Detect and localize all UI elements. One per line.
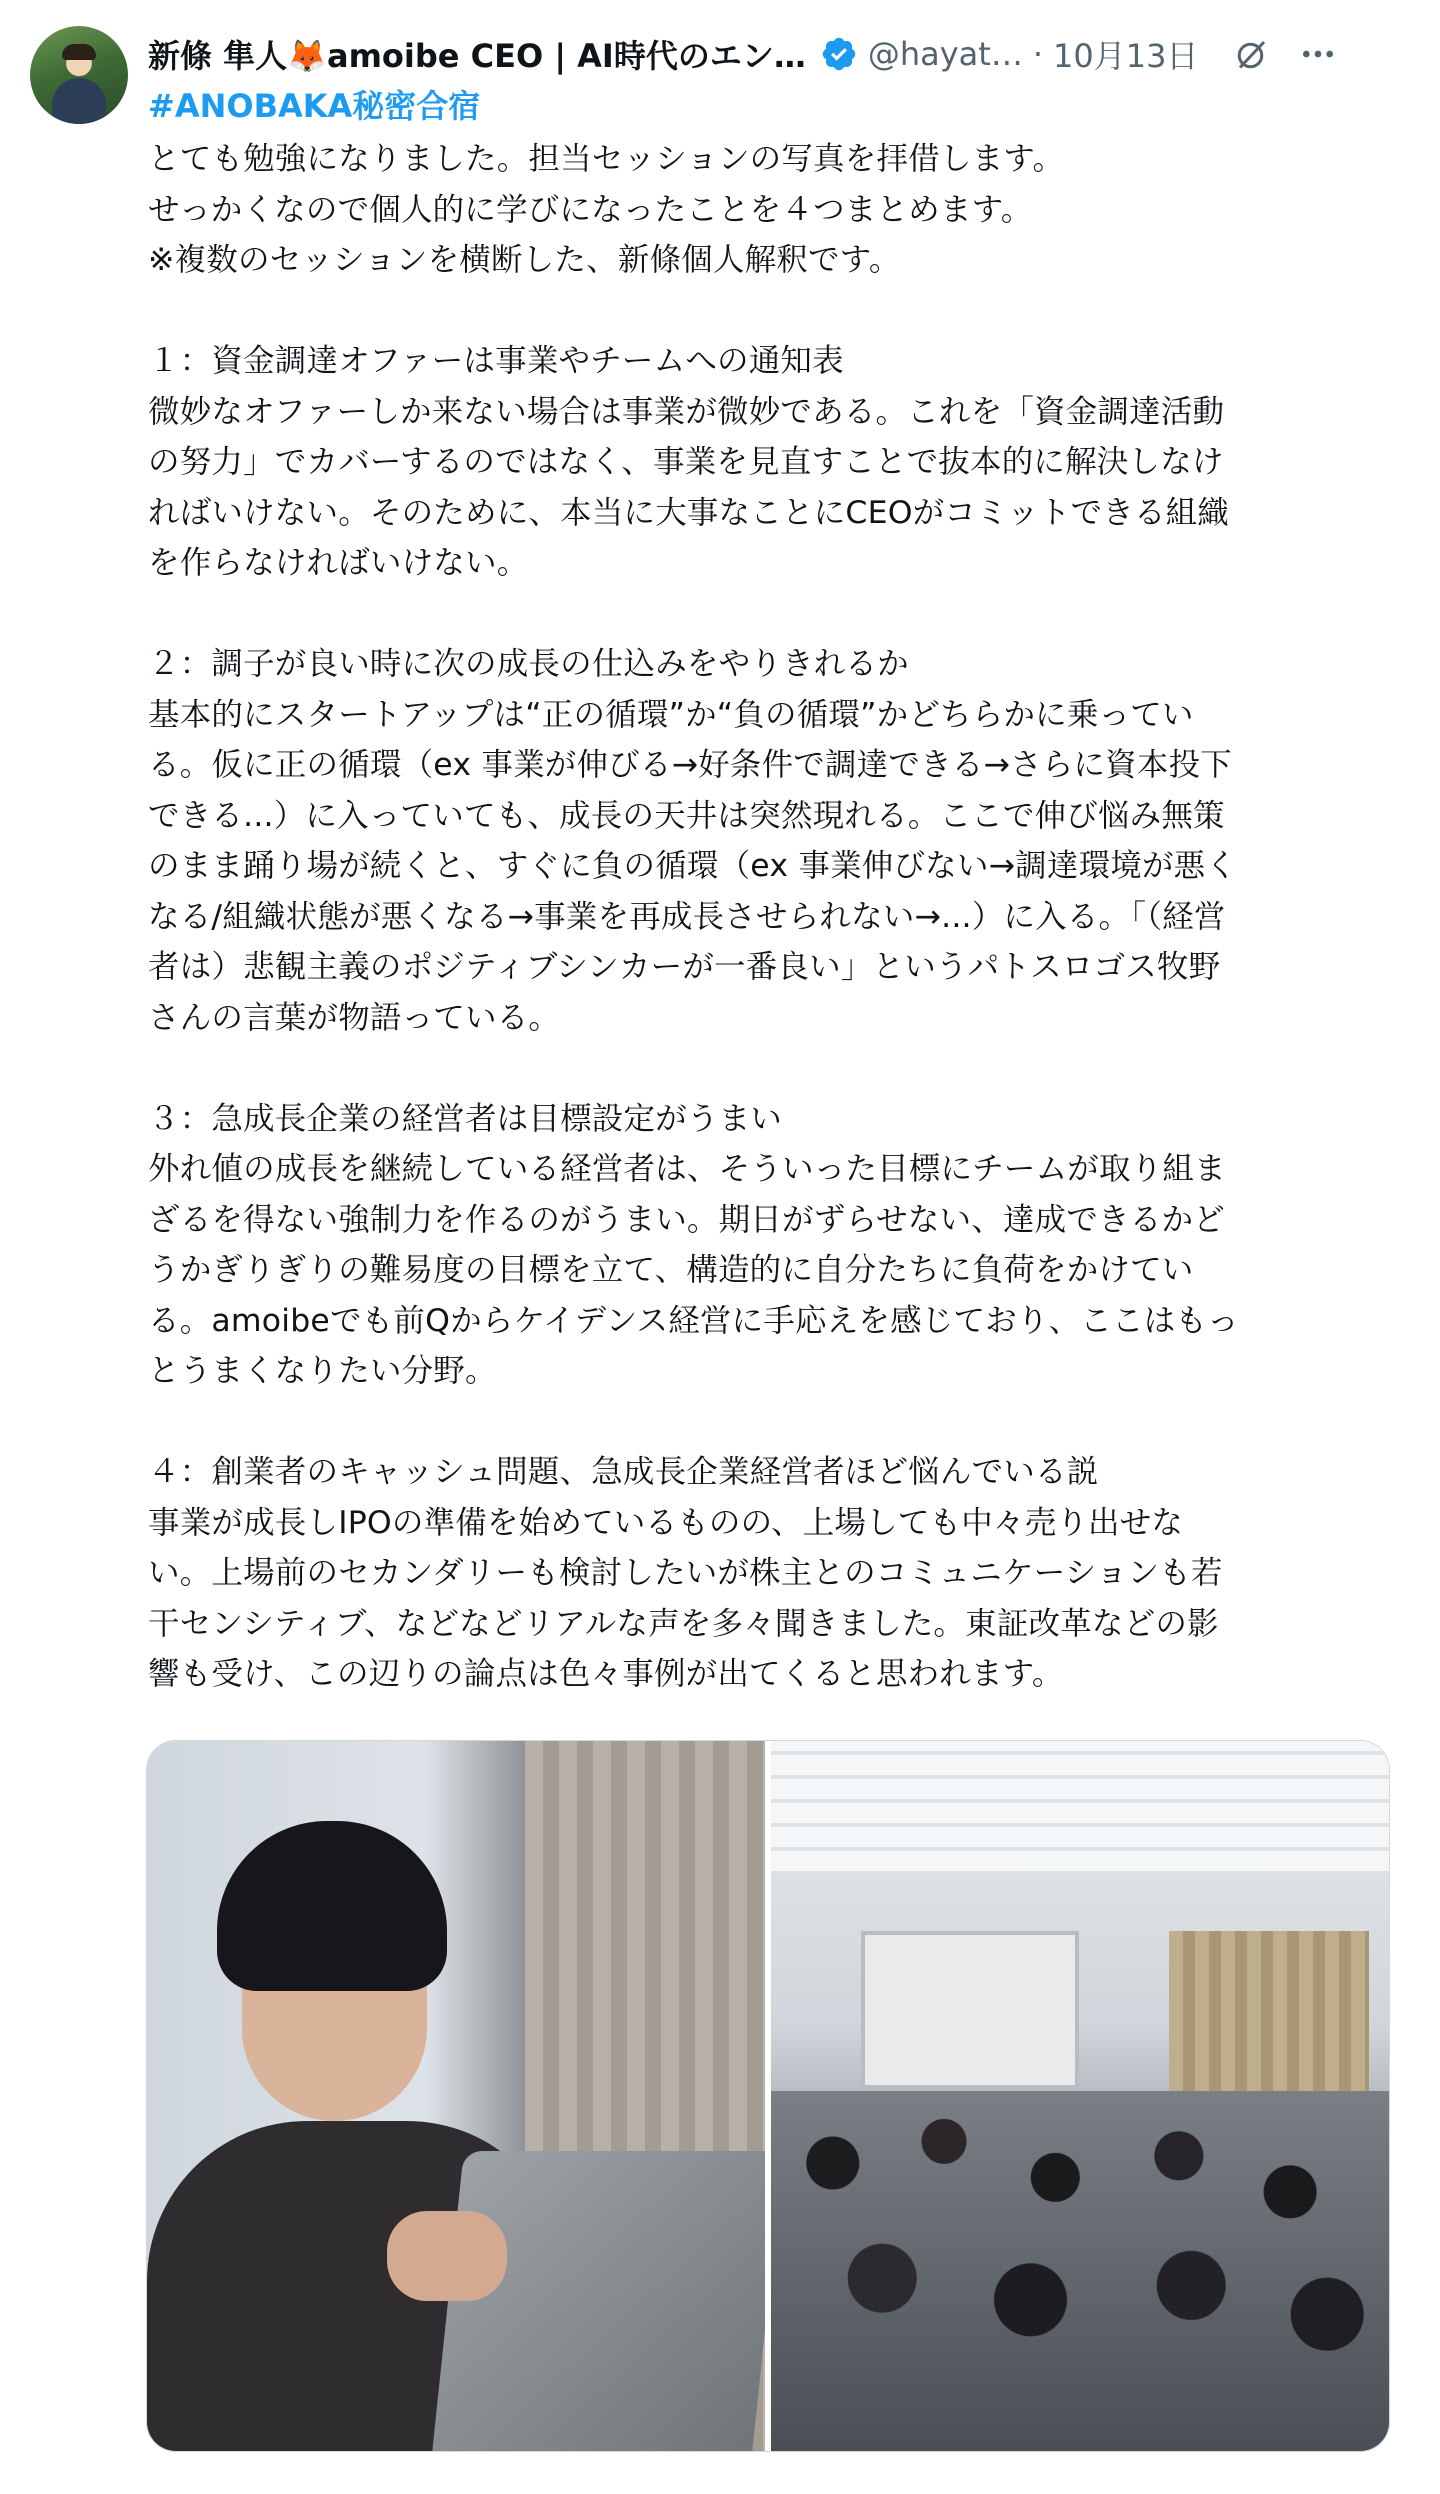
section-heading: １：資金調達オファーは事業やチームへの通知表 <box>148 343 844 379</box>
section-line: できる...）に入っていても、成長の天井は突然現れる。ここで伸び悩み無策 <box>148 797 1225 834</box>
more-options-icon[interactable] <box>1298 34 1338 74</box>
photo-projector-screen <box>861 1931 1079 2089</box>
section-line: とうまくなりたい分野。 <box>148 1353 497 1389</box>
section-heading: ３：急成長企業の経営者は目標設定がうまい <box>148 1100 783 1137</box>
section-heading: ２：調子が良い時に次の成長の仕込みをやりきれるか <box>148 646 909 682</box>
section-line: い。上場前のセカンダリーも検討したいが株主とのコミュニケーションも若 <box>148 1555 1223 1591</box>
header-separator: · <box>1032 35 1043 73</box>
photo-speaker-hair <box>217 1821 447 1991</box>
section-line: る。amoibeでも前Qからケイデンス経営に手応えを感じており、ここはもっ <box>148 1302 1239 1339</box>
photo-laptop <box>430 2151 765 2451</box>
tweet-header <box>148 26 1418 82</box>
hashtag-link[interactable]: #ANOBAKA秘密合宿 <box>148 87 481 125</box>
tweet-text <box>148 134 1388 1700</box>
section-line: 者は）悲観主義のポジティブシンカーが一番良い」というパトスロゴス牧野 <box>148 949 1221 985</box>
section-line: 基本的にスタートアップは“正の循環”か“負の循環”かどちらかに乗ってい <box>148 696 1194 733</box>
section-line: 事業が成長しIPOの準備を始めているものの、上場しても中々売り出せな <box>148 1504 1184 1541</box>
paragraph-gap <box>148 589 1388 640</box>
session-room-photo[interactable] <box>771 1741 1389 2451</box>
photo-audience <box>771 2091 1389 2451</box>
speaker-photo[interactable] <box>147 1741 765 2451</box>
author-handle[interactable]: @hayat… <box>867 35 1023 73</box>
paragraph-gap <box>148 1397 1388 1448</box>
intro-line: とても勉強になりました。担当セッションの写真を拝借します。 <box>148 141 1065 177</box>
section-line: 外れ値の成長を継続している経営者は、そういった目標にチームが取り組ま <box>148 1151 1226 1187</box>
intro-line: ※複数のセッションを横断した、新條個人解釈です。 <box>148 242 901 278</box>
photo-room-curtains <box>1169 1931 1369 2101</box>
paragraph-gap <box>148 1043 1388 1094</box>
section-line: の努力」でカバーするのではなく、事業を見直すことで抜本的に解決しなけ <box>148 444 1224 480</box>
grok-icon[interactable] <box>1234 36 1270 72</box>
section-line: ざるを得ない強制力を作るのがうまい。期日がずらせない、達成できるかど <box>148 1201 1225 1238</box>
section-line: 響も受け、この辺りの論点は色々事例が出てくると思われます。 <box>148 1656 1064 1692</box>
section-line: さんの言葉が物語っている。 <box>148 999 561 1036</box>
tweet-timestamp[interactable]: 10月13日 <box>1052 37 1199 75</box>
author-avatar[interactable] <box>30 26 128 124</box>
section-heading: ４：創業者のキャッシュ問題、急成長企業経営者ほど悩んでいる説 <box>148 1454 1099 1490</box>
paragraph-gap <box>148 286 1388 337</box>
section-line: る。仮に正の循環（ex 事業が伸びる→好条件で調達できる→さらに資本投下 <box>148 747 1232 783</box>
intro-line: せっかくなので個人的に学びになったことを４つまとめます。 <box>148 191 1033 228</box>
photo-ceiling <box>771 1741 1389 1871</box>
section-line: を作らなければいけない。 <box>148 545 529 581</box>
section-line: なる/組織状態が悪くなる→事業を再成長させられない→...）に入る。「（経営 <box>148 898 1226 935</box>
verified-badge-icon <box>820 35 858 73</box>
section-line: うかぎりぎりの難易度の目標を立て、構造的に自分たちに負荷をかけてい <box>148 1252 1194 1288</box>
section-line: 干センシティブ、などなどリアルな声を多々聞きました。東証改革などの影 <box>148 1605 1219 1642</box>
media-grid <box>146 1740 1390 2452</box>
author-display-name[interactable]: 新條 隼人🦊amoibe CEO | AI時代のエン… <box>148 37 806 75</box>
section-line: ればいけない。そのために、本当に大事なことにCEOがコミットできる組織 <box>148 494 1230 531</box>
photo-speaker-hand <box>387 2211 507 2301</box>
section-line: 微妙なオファーしか来ない場合は事業が微妙である。これを「資金調達活動 <box>148 393 1225 430</box>
section-line: のまま踊り場が続くと、すぐに負の循環（ex 事業伸びない→調達環境が悪く <box>148 848 1238 884</box>
